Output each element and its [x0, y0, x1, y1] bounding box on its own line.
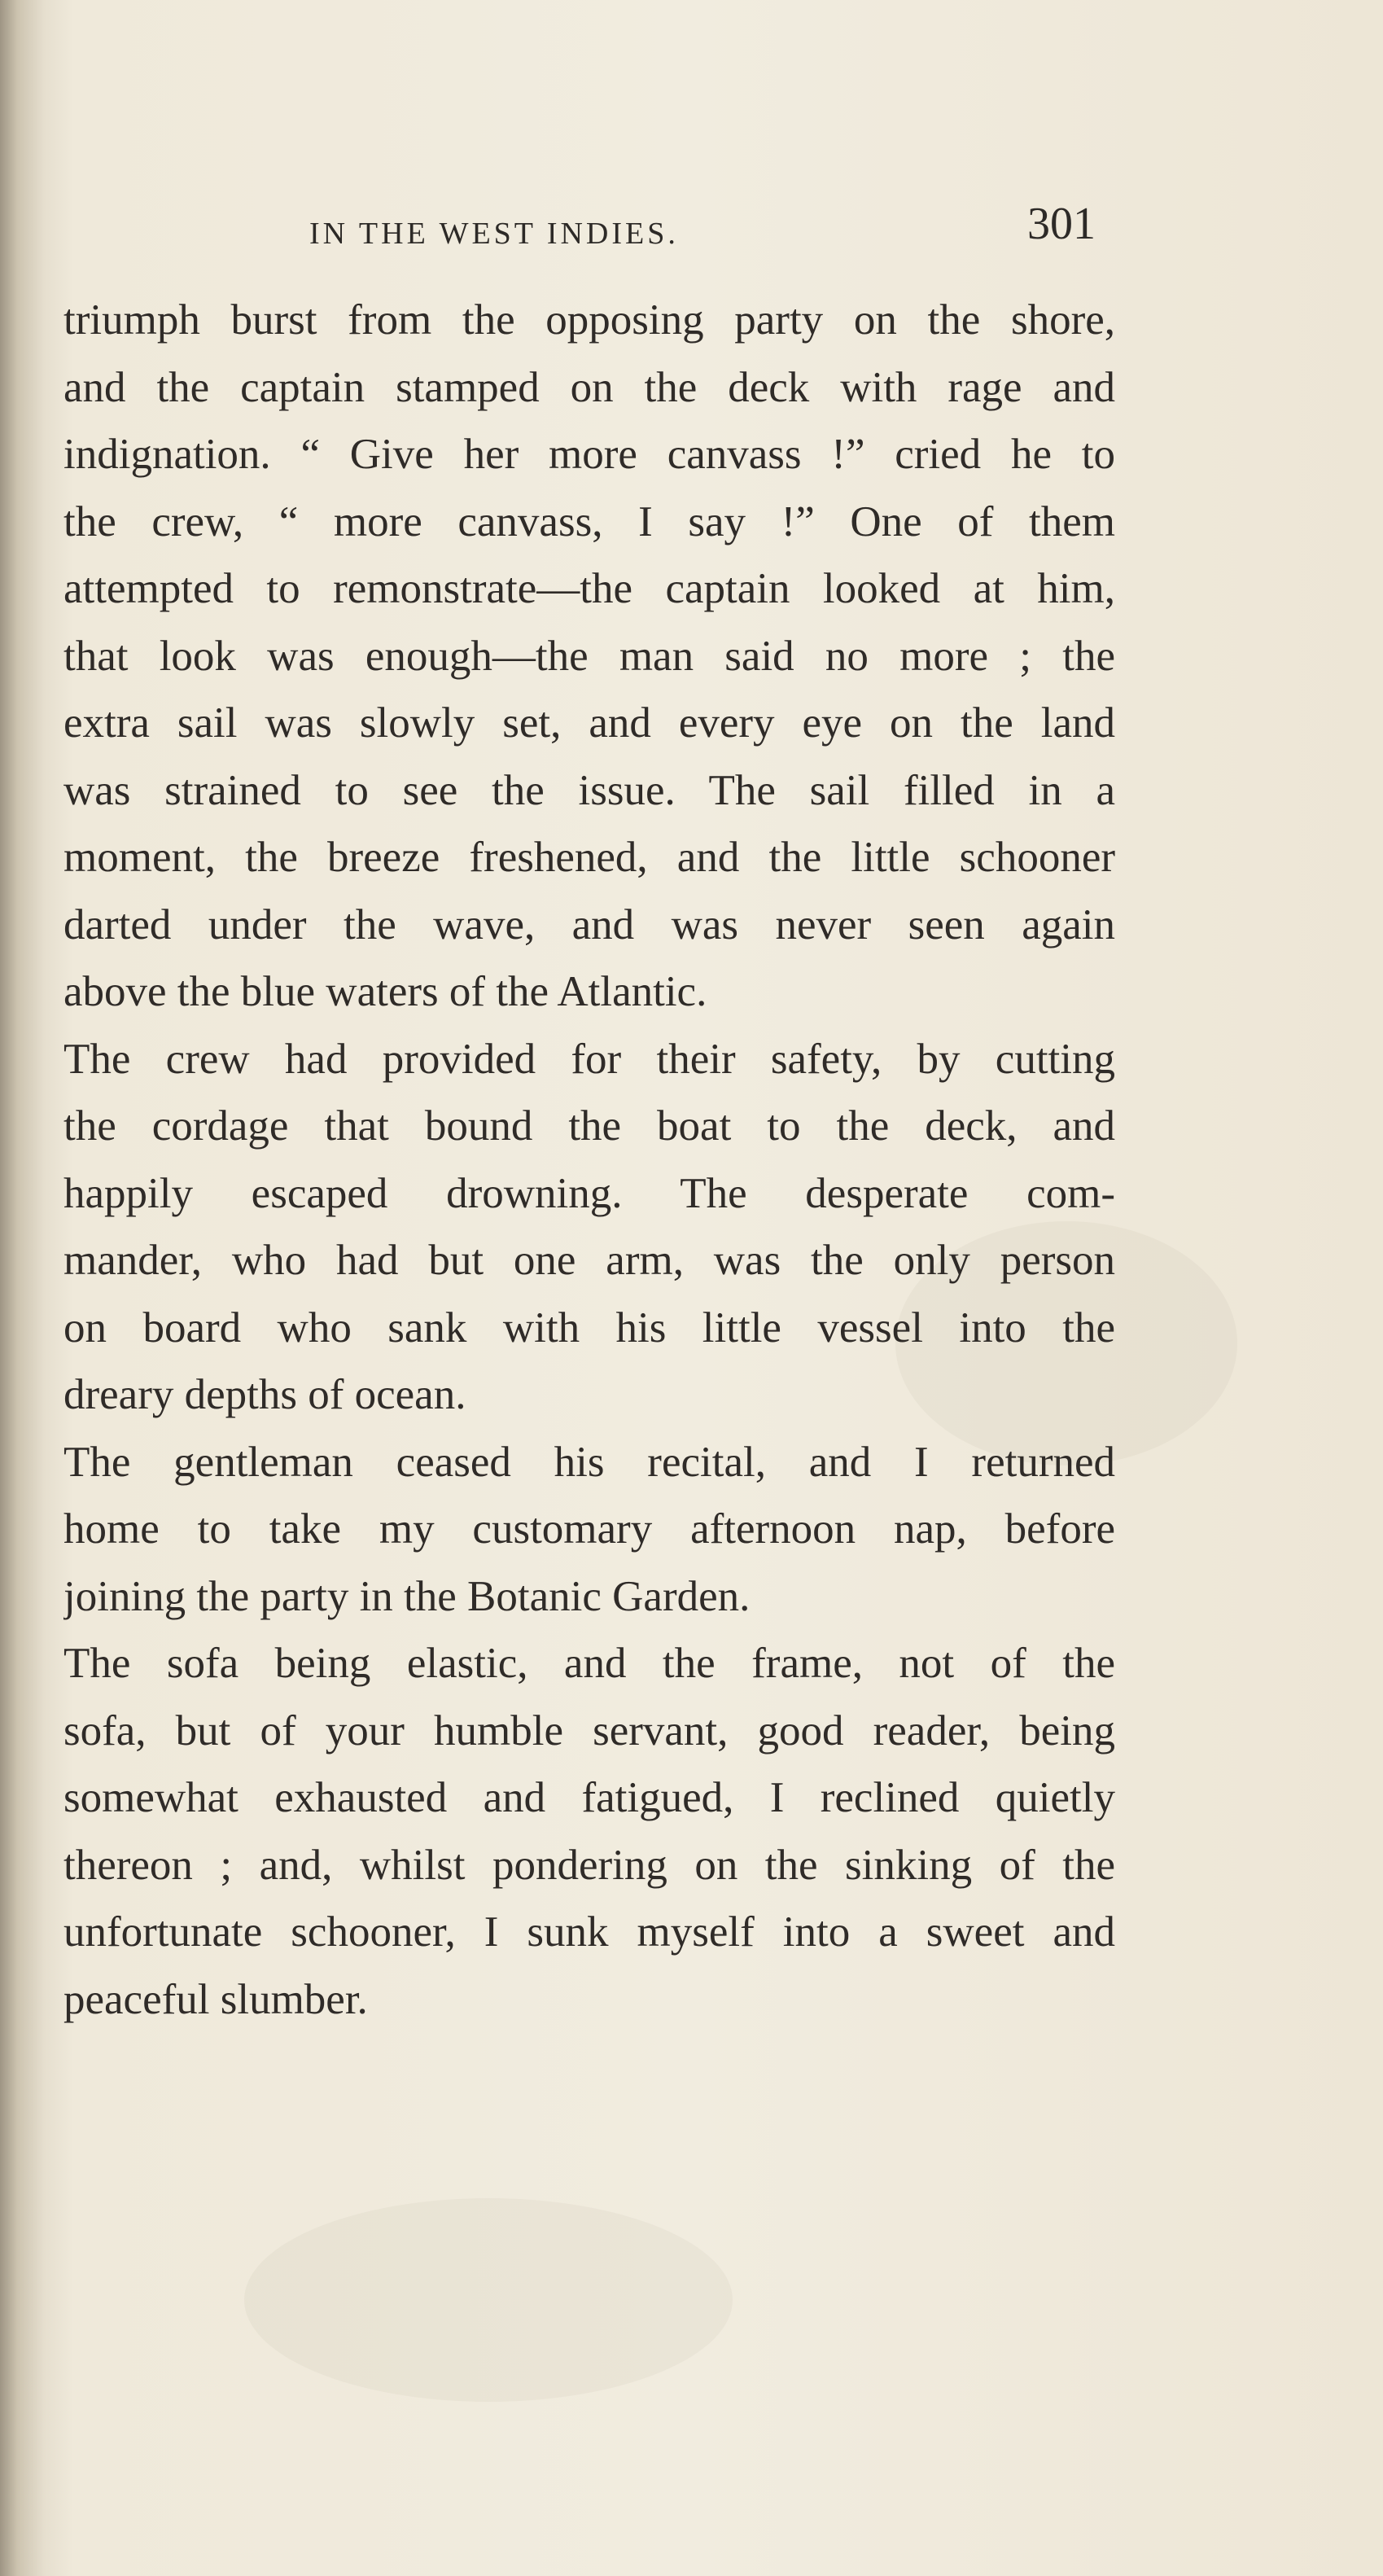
text-line: on board who sank with his little vessel into the	[63, 1303, 1115, 1352]
text-line: and the captain stamped on the deck with rage and	[63, 363, 1115, 411]
body-text	[63, 287, 1115, 2033]
text-line: was strained to see the issue. The sail filled in a	[63, 766, 1115, 814]
text-line: sofa, but of your humble servant, good reader, being	[63, 1706, 1115, 1755]
text-line: extra sail was slowly set, and every eye on the land	[63, 699, 1115, 747]
running-header	[0, 191, 1383, 251]
text-line: triumph burst from the opposing party on the shore,	[63, 296, 1115, 344]
text-line: home to take my customary afternoon nap, before	[63, 1505, 1115, 1553]
text-line: that look was enough—the man said no more ; the	[63, 632, 1115, 680]
text-line: moment, the breeze freshened, and the little schooner	[63, 834, 1115, 881]
text-line: happily escaped drowning. The desperate com-	[63, 1169, 1115, 1217]
text-line: The crew had provided for their safety, by cutting	[63, 1035, 1115, 1083]
text-line: The sofa being elastic, and the frame, not of the	[63, 1640, 1115, 1687]
page-number: 301	[1027, 199, 1096, 249]
text-line: attempted to remonstrate—the captain looked at him,	[63, 565, 1115, 612]
text-line: indignation. “ Give her more canvass !” cried he to	[63, 431, 1115, 478]
text-line: The gentleman ceased his recital, and I returned	[63, 1438, 1115, 1486]
text-line: mander, who had but one arm, was the only person	[63, 1237, 1115, 1284]
text-line: thereon ; and, whilst pondering on the sinking of the	[63, 1841, 1115, 1889]
text-line: dreary depths of ocean.	[63, 1371, 466, 1418]
text-line: peaceful slumber.	[63, 1975, 368, 2023]
text-line: the crew, “ more canvass, I say !” One of them	[63, 497, 1115, 545]
text-line: unfortunate schooner, I sunk myself into a sweet and	[63, 1908, 1115, 1956]
text-line: somewhat exhausted and fatigued, I reclined quietly	[63, 1774, 1115, 1821]
text-line: darted under the wave, and was never seen again	[63, 900, 1115, 948]
text-line: above the blue waters of the Atlantic.	[63, 968, 707, 1015]
paper-stain	[244, 2198, 733, 2402]
text-line: joining the party in the Botanic Garden.	[63, 1572, 751, 1620]
running-title: IN THE WEST INDIES.	[309, 217, 679, 251]
text-line: the cordage that bound the boat to the deck, and	[63, 1102, 1115, 1150]
